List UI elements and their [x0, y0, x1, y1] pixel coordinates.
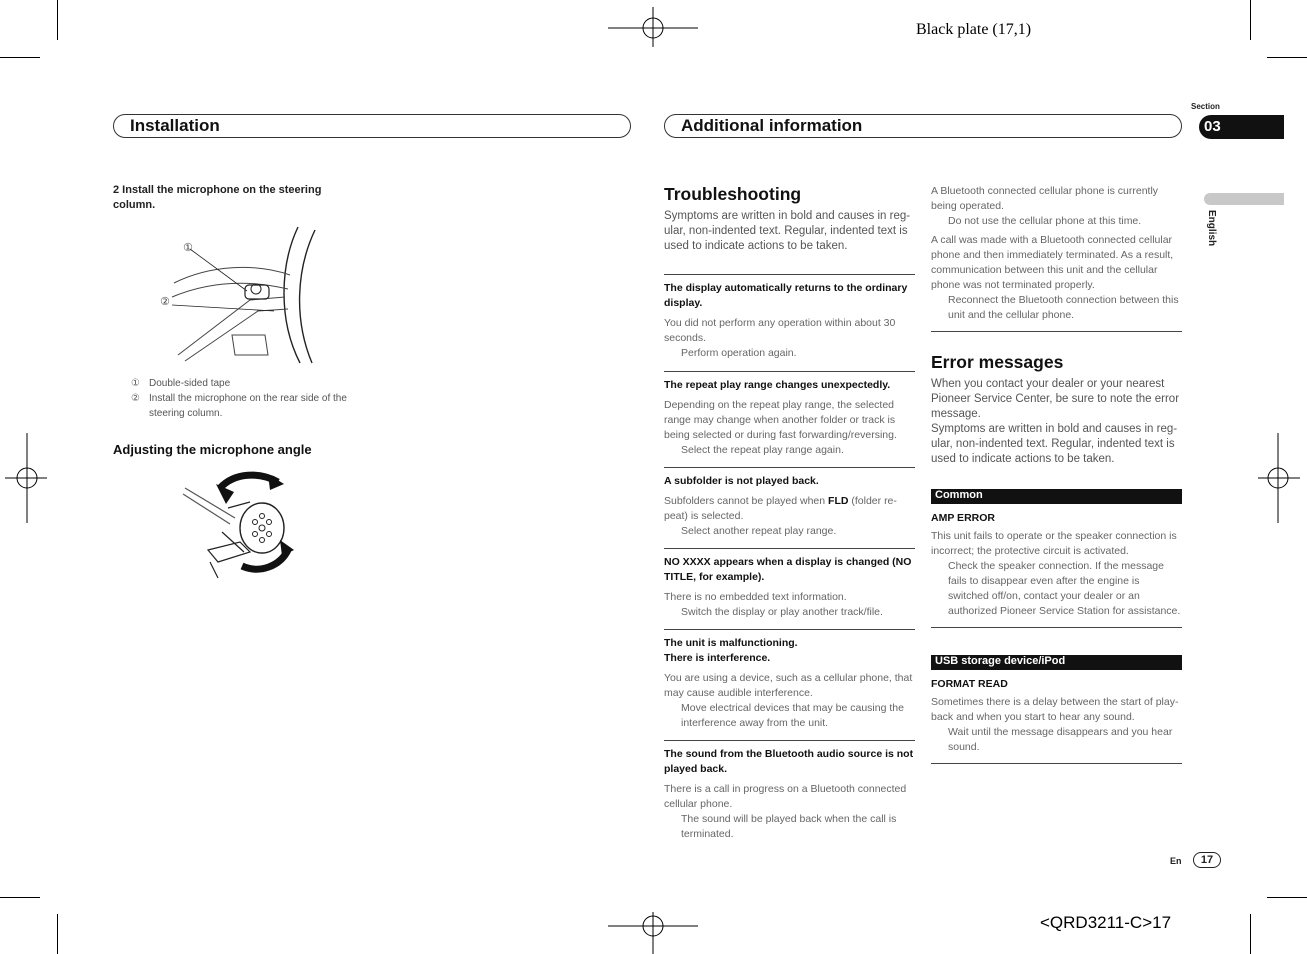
divider [931, 627, 1182, 628]
trouble-entry: The display automatically returns to the ordinary display. You did not perform any operation within about 30 seconds. Perform operation again. [664, 274, 915, 371]
continued-action: Do not use the cellular phone at this time. [948, 215, 1142, 227]
registration-mark-top [608, 7, 698, 47]
trouble-entry: The unit is malfunctioning. There is interference. You are using a device, such as a cellular phone, that may cause audible interference. Move electrical devices that may be causing the interference away from the unit. [664, 629, 915, 740]
section-label: Section [1191, 102, 1220, 111]
troubleshooting-title: Troubleshooting [664, 184, 802, 204]
error-action: Check the speaker connection. If the message fails to disappear even after the engine is switched off/on, contact your dealer or an authorized Pioneer Service Station for assistance. [948, 560, 1181, 617]
divider [931, 331, 1182, 332]
plate-label: Black plate (17,1) [916, 21, 1032, 38]
step-heading: 2 Install the microphone on the steering column. [113, 184, 322, 211]
trouble-entry: The repeat play range changes unexpectedly. Depending on the repeat play range, the selected range may change when another folder or track is being selected or during fast forwarding/reversing. Select the repeat play range again. [664, 371, 915, 467]
continued-cause: A call was made with a Bluetooth connected cellular phone and then immediately terminated. As a result, communication between this unit and the cellular phone was not terminated properly. [931, 234, 1174, 291]
steering-column-illustration [150, 225, 325, 365]
note-item: ① Double-sided tape [131, 378, 231, 389]
microphone-angle-illustration [180, 470, 300, 582]
crop-mark [57, 0, 58, 40]
trouble-entry: NO XXXX appears when a display is changed (NO TITLE, for example). There is no embedded text information. Switch the display or play another track/file. [664, 548, 915, 629]
installation-notes [117, 376, 377, 421]
crop-mark [1267, 897, 1307, 898]
error-messages-title: Error messages [931, 352, 1064, 372]
error-cause: This unit fails to operate or the speaker connection is incorrect; the protective circuit is activated. [931, 530, 1177, 557]
crop-mark [1250, 0, 1251, 40]
registration-mark-bottom [608, 912, 698, 954]
microphone-angle-heading: Adjusting the microphone angle [113, 442, 312, 457]
error-title: FORMAT READ [931, 678, 1008, 690]
page-number: 17 [1193, 852, 1221, 868]
error-messages-column [931, 184, 1182, 764]
installation-banner: Installation [113, 114, 631, 138]
installation-column [113, 183, 373, 213]
callout-1: ① [183, 242, 193, 254]
language-tab [1204, 193, 1284, 205]
crop-mark [57, 914, 58, 954]
troubleshooting-column [664, 184, 915, 842]
page-language-code: En [1170, 856, 1182, 866]
continued-cause: A Bluetooth connected cellular phone is currently being operated. [931, 185, 1159, 212]
callout-2: ② [160, 296, 170, 308]
trouble-entry: The sound from the Bluetooth audio source is not played back. There is a call in progress on a Bluetooth connected cellular phone. The sound will be played back when the call is terminated. [664, 740, 915, 842]
error-action: Wait until the message disappears and you hear sound. [948, 726, 1173, 753]
additional-information-banner: Additional information [664, 114, 1182, 138]
continued-action: Reconnect the Bluetooth connection between this unit and the cellular phone. [948, 294, 1179, 321]
note-item: ② Install the microphone on the rear side of the steering column. [131, 393, 347, 419]
usb-ipod-bar: USB storage device/iPod [931, 655, 1182, 670]
trouble-entry: A subfolder is not played back. Subfolders cannot be played when FLD (folder re-peat) is selected. Select another repeat play range. [664, 467, 915, 548]
divider [931, 763, 1182, 764]
error-intro: When you contact your dealer or your nearest Pioneer Service Center, be sure to note the error message. [931, 378, 1180, 420]
section-number: 03 [1199, 115, 1284, 139]
document-code: <QRD3211-C>17 [1040, 913, 1172, 932]
language-label: English [1206, 210, 1217, 247]
crop-mark [1267, 57, 1307, 58]
registration-mark-left [5, 433, 47, 523]
crop-mark [0, 57, 40, 58]
error-title: AMP ERROR [931, 512, 995, 524]
error-intro: Symptoms are written in bold and causes in reg-ular, non-indented text. Regular, indented text is used to indicate actions to be taken. [931, 423, 1178, 465]
registration-mark-right [1258, 433, 1300, 523]
common-bar: Common [931, 489, 1182, 504]
troubleshooting-intro: Symptoms are written in bold and causes in reg-ular, non-indented text. Regular, indented text is used to indicate actions to be taken. [664, 210, 911, 252]
crop-mark [1250, 914, 1251, 954]
error-cause: Sometimes there is a delay between the start of play-back and when you start to hear any sound. [931, 696, 1179, 723]
crop-mark [0, 897, 40, 898]
